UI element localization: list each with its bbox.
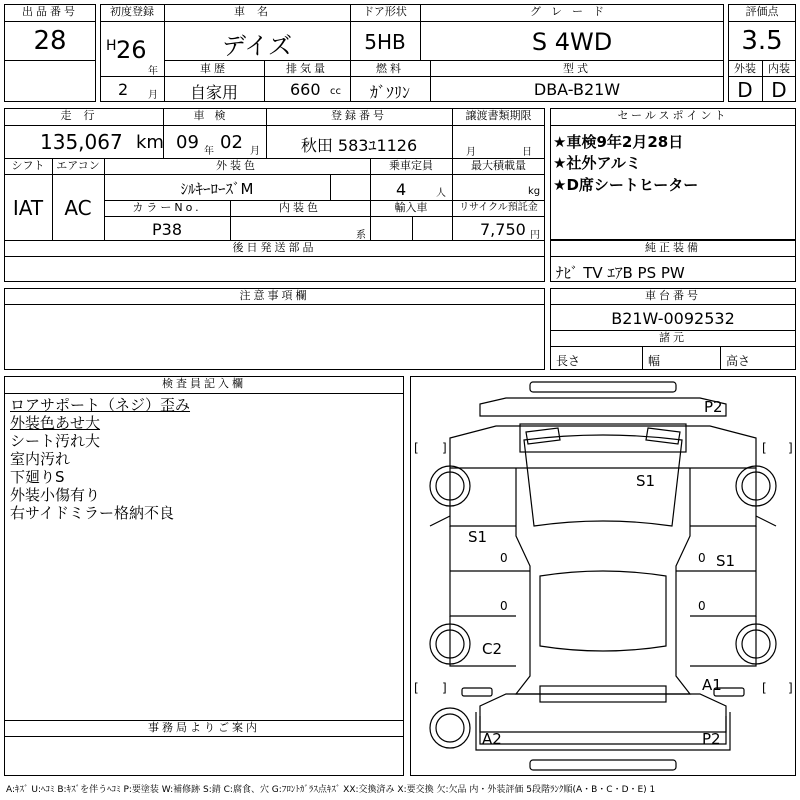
legend-text: A:ｷｽﾞ U:ﾍｺﾐ B:ｷｽﾞを伴うﾍｺﾐ P:要塗装 W:補修跡 S:錆 C:腐食、穴 G:ﾌﾛﾝﾄｶﾞﾗｽ点ｷｽﾞ XX:交換済み X:要交換 欠:欠品 内・外装評価 5段階ﾗﾝｸ順(A・B・C・D・E) 1	[6, 785, 656, 795]
mark-s1-right: S1	[716, 552, 736, 570]
dims-label: 諸元	[659, 331, 687, 344]
mileage-unit: km	[136, 132, 164, 153]
import-label: 輸入車	[394, 201, 428, 214]
lot-number: 28	[33, 26, 67, 56]
fuel-label: 燃料	[376, 62, 404, 75]
transfer-day-unit: 日	[522, 147, 532, 158]
bracket-right-top-close: ]	[788, 441, 793, 455]
note-3: シート汚れ大	[10, 432, 101, 450]
capacity-unit: 人	[436, 188, 446, 199]
equipment-label: 純正装備	[645, 241, 701, 254]
ac: AC	[64, 196, 92, 220]
mileage: 135,067	[40, 130, 123, 154]
color-number-label: カラーNo.	[132, 201, 202, 214]
score-label: 評価点	[745, 5, 779, 18]
zero-right-rear: 0	[698, 599, 706, 613]
mark-a1: A1	[702, 676, 722, 694]
shift-label: シフト	[11, 159, 45, 172]
registration-year: 26	[116, 36, 147, 64]
plate-label: 登録番号	[331, 109, 387, 122]
car-name: デイズ	[221, 32, 293, 60]
zero-left-front: 0	[500, 551, 508, 565]
transfer-docs-label: 譲渡書類期限	[465, 109, 532, 122]
door-label: ドア形状	[363, 5, 407, 18]
year-unit: 年	[148, 66, 158, 77]
mark-s1-left: S1	[468, 528, 488, 546]
exterior-score: D	[737, 78, 753, 102]
mileage-label: 走行	[60, 109, 107, 122]
bracket-left-top: [	[414, 441, 419, 455]
caution-label: 注意事項欄	[239, 289, 310, 302]
capacity-label: 乗車定員	[389, 159, 433, 172]
bracket-right-bottom: [	[762, 681, 767, 695]
displacement-unit: cc	[330, 86, 341, 97]
capacity: 4	[396, 180, 407, 199]
sales-point-1: ★車検9年2月28日	[553, 133, 684, 151]
score: 3.5	[741, 26, 783, 56]
recycle-label: リサイクル預託金	[459, 202, 538, 213]
inspection-month: 02	[220, 132, 243, 153]
height-label: 高さ	[726, 354, 751, 368]
exterior-color: ｼﾙｷｰﾛｰｽﾞM	[180, 180, 254, 198]
later-parts-label: 後日発送部品	[232, 241, 317, 254]
sales-point-2: ★社外アルミ	[553, 154, 641, 172]
inspection-label: 車検	[193, 109, 236, 122]
mark-p2-top: P2	[704, 398, 723, 416]
inspection-month-unit: 月	[250, 146, 260, 157]
note-2: 外装色あせ大	[10, 414, 101, 432]
recycle-unit: 円	[530, 230, 540, 241]
inspection-year-unit: 年	[204, 146, 214, 157]
length-label: 長さ	[556, 354, 581, 368]
door-type: 5HB	[364, 30, 406, 54]
mark-c2: C2	[482, 640, 503, 658]
first-registration-label: 初度登録	[110, 5, 154, 18]
office-notice-label: 事務局よりご案内	[148, 721, 260, 734]
month-unit: 月	[148, 90, 158, 101]
car-diagram	[410, 376, 796, 776]
color-number: P38	[151, 220, 182, 239]
chassis-number: B21W-0092532	[611, 309, 735, 328]
shift: IAT	[12, 196, 44, 220]
history: 自家用	[189, 83, 238, 102]
note-1: ロアサポート（ネジ）歪み	[10, 396, 191, 414]
plate-number: 秋田 583ﾕ1126	[300, 136, 418, 155]
mark-s1-roof: S1	[636, 472, 656, 490]
mark-p2-bottom: P2	[702, 730, 721, 748]
ac-label: エアコン	[56, 159, 100, 172]
model-code: DBA-B21W	[533, 80, 621, 99]
lot-number-label: 出品番号	[22, 5, 78, 18]
grade: S 4WD	[531, 28, 613, 56]
bracket-left-bottom: [	[414, 681, 419, 695]
transfer-month-unit: 月	[466, 147, 476, 158]
chassis-label: 車台番号	[645, 289, 701, 302]
interior-color-unit: 系	[356, 230, 366, 241]
zero-left-rear: 0	[500, 599, 508, 613]
registration-month: 2	[118, 80, 129, 99]
load-unit: kg	[528, 186, 541, 197]
bracket-left-top-close: ]	[442, 441, 447, 455]
era: H	[106, 38, 117, 54]
history-label: 車歴	[200, 62, 228, 75]
interior-score-label: 内装	[768, 62, 790, 75]
grade-label: グレード	[530, 5, 614, 18]
interior-color-label: 内装色	[279, 201, 321, 214]
sales-point-label: セールスポイント	[617, 109, 729, 122]
inspection-year: 09	[176, 132, 199, 153]
equipment: ﾅﾋﾞ TV ｴｱB PS PW	[556, 264, 685, 282]
bracket-right-bottom-close: ]	[788, 681, 793, 695]
note-6: 外装小傷有り	[10, 486, 101, 504]
mark-a2: A2	[482, 730, 502, 748]
exterior-score-label: 外装	[734, 62, 756, 75]
bracket-right-top: [	[762, 441, 767, 455]
color-label: 外装色	[216, 159, 258, 172]
sales-point-3: ★D席シートヒーター	[553, 176, 699, 194]
interior-score: D	[771, 78, 787, 102]
note-4: 室内汚れ	[10, 450, 71, 468]
displacement-label: 排気量	[286, 62, 328, 75]
model-label: 型式	[563, 62, 591, 75]
zero-right-front: 0	[698, 551, 706, 565]
car-name-label: 車名	[234, 5, 280, 18]
bracket-left-bottom-close: ]	[442, 681, 447, 695]
note-7: 右サイドミラー格納不良	[10, 504, 174, 522]
recycle-amount: 7,750	[480, 220, 526, 239]
fuel: ｶﾞｿﾘﾝ	[369, 83, 410, 102]
width-label: 幅	[648, 354, 661, 368]
load-label: 最大積載量	[471, 159, 526, 172]
note-5: 下廻りS	[10, 468, 65, 486]
inspector-notes-label: 検査員記入欄	[162, 377, 246, 390]
displacement: 660	[290, 80, 321, 99]
